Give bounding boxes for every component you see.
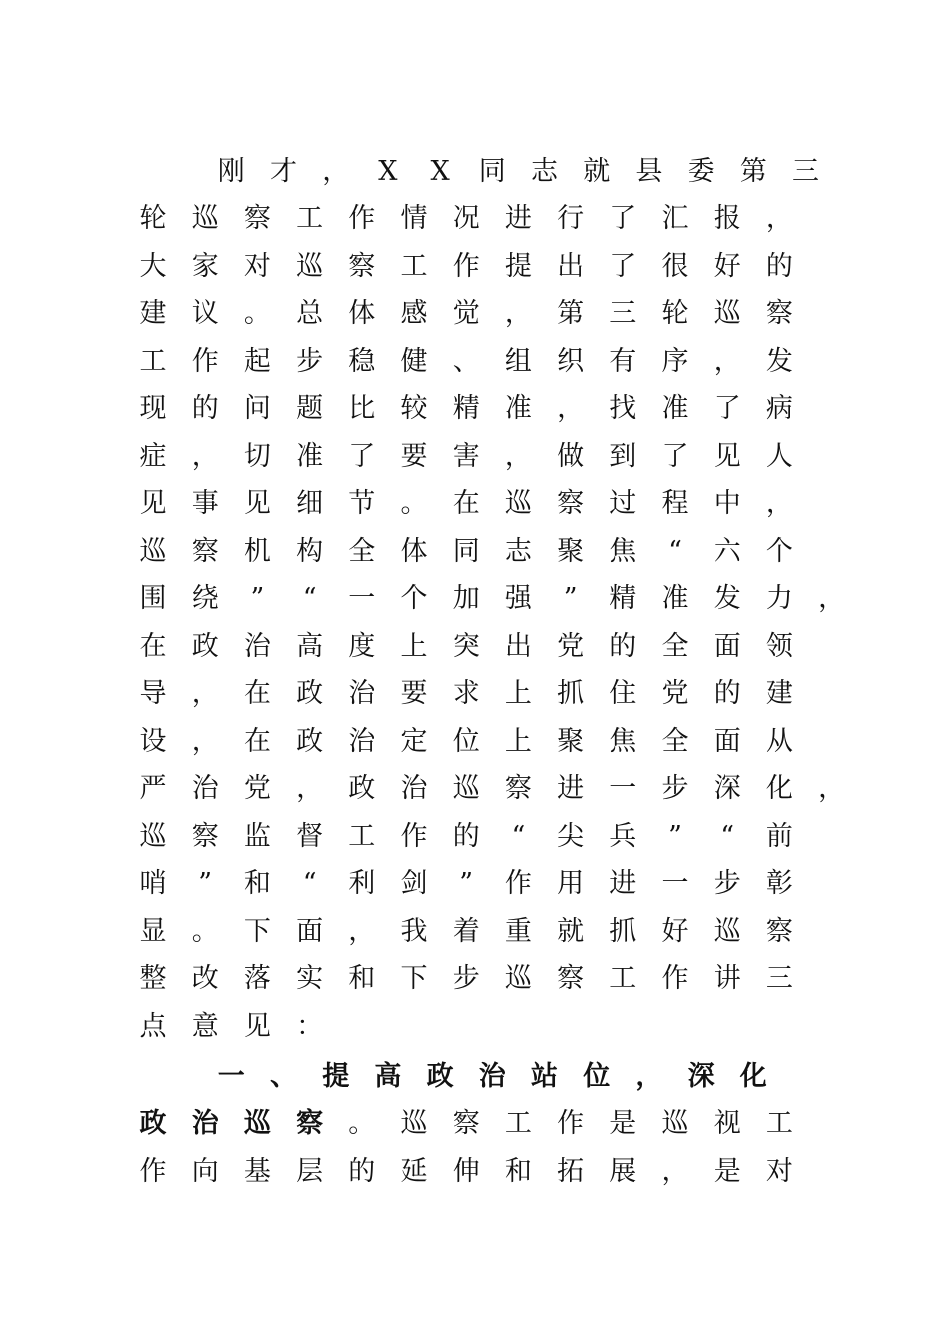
document-page: 刚 才 ， X X 同 志 就 县 委 第 三 轮 巡 察 工 作 情 况 进 行 了 汇 报 ， 大 家 对 巡 察 工 作 提 出 了 很 好 的 建 议 。 总 体 感 觉 ， 第 三 轮 巡 察 工 作 起 步 稳 健 、 组 织 有 序 ， 发 现 的 问 题 比 较 精 准 ， 找 准 了 病 症 ， 切 准 了 要 害 ， 做 到 了 见 人 见 事 见 细 节 。 在 巡 察 过 程 中 ， 巡 察 机 构 全 体 同 志 聚 焦 “ 六 个 围 绕 ” “ 一 个 加 强 ” 精 准 发 力 ， 在 政 治 高 度 上 突 出 党 的 全 面 领 导 ， 在 政 治 要 求 上 抓 住 党 的 建 设 ， 在 政 治 定 位 上 聚 焦 全 面 从 严 治 党 ， 政 治 巡 察 进 一 步 深 化 ， 巡 察 监 督 工 作 的 “ 尖 兵 ” “ 前 哨 ” 和 “ 利 剑 ” 作 用 进 一 步 彰 显 。 下 面 ， 我 着 重 就 抓 好 巡 察 整 改 落 实 和 下 步 巡 察 工 作 讲 三 点 意 见 ： 一 、 提 高 政 治 站 位 ， 深 化 政 治 巡 察 。 巡 察 工 作 是 巡 视 工 作 向 基 层 的 延 伸 和 拓 展 ， 是 对	[0, 0, 950, 1344]
